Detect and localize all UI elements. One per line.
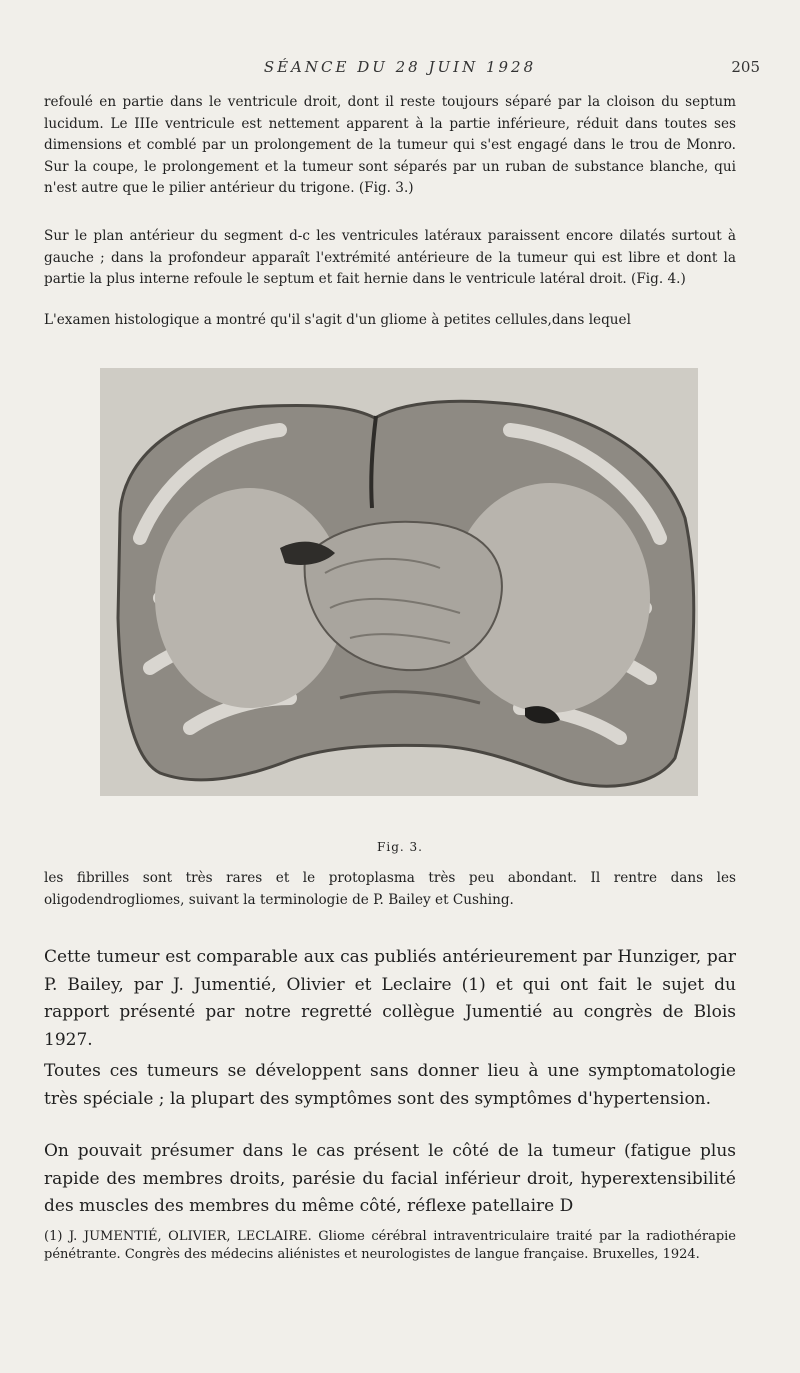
running-title: SÉANCE DU 28 JUIN 1928 [263, 58, 537, 76]
footnote: (1) J. JUMENTIÉ, OLIVIER, LECLAIRE. Gliome cérébral intraventriculaire traité par la radiothérapie pénétrante. Congrès des médecins aliénistes et neurologistes de langue française. Bruxelles, 1924. [44, 1229, 736, 1262]
page-header [40, 58, 760, 82]
figure-caption: Fig. 3. [377, 840, 423, 854]
paragraph-2: Sur le plan antérieur du segment d-c les ventricules latéraux paraissent encore dilatés surtout à gauche ; dans la profondeur apparaît l'extrémité antérieure de la tumeur qui est libre et dont la partie la plus interne refoule le septum et fait hernie dans le ventricule latéral droit. (Fig. 4.) [44, 228, 736, 288]
brain-section-image [100, 368, 698, 796]
paragraph-3: L'examen histologique a montré qu'il s'agit d'un gliome à petites cellules,dans lequel [44, 312, 631, 328]
paragraph-1: refoulé en partie dans le ventricule droit, dont il reste toujours séparé par la cloison du septum lucidum. Le IIIe ventricule est nettement apparent à la partie inférieure, réduit dans toutes ses dimensions et comblé par un prolongement de la tumeur qui s'est engagé dans le trou de Monro. Sur la coupe, le prolongement et la tumeur sont séparés par un ruban de substance blanche, qui n'est autre que le pilier antérieur du trigone. (Fig. 3.) [44, 94, 736, 197]
paragraph-4: les fibrilles sont très rares et le protoplasma très peu abondant. Il rentre dans les oligodendrogliomes, suivant la terminologie de P. Bailey et Cushing. [44, 870, 736, 908]
brain-section-photograph [100, 368, 698, 796]
paragraph-7: On pouvait présumer dans le cas présent le côté de la tumeur (fatigue plus rapide des membres droits, parésie du facial inférieur droit, hyperextensibilité des muscles des membres du même côté, réflexe patellaire D [44, 1141, 736, 1216]
paragraph-5: Cette tumeur est comparable aux cas publiés antérieurement par Hunziger, par P. Bailey, par J. Jumentié, Olivier et Leclaire (1) et qui ont fait le sujet du rapport présenté par notre regretté collègue Jumentié au congrès de Blois 1927. [44, 947, 736, 1050]
paragraph-6: Toutes ces tumeurs se développent sans donner lieu à une symptomatologie très spéciale ; la plupart des symptômes sont des symptômes d'hypertension. [44, 1061, 736, 1109]
page-number: 205 [731, 58, 760, 76]
